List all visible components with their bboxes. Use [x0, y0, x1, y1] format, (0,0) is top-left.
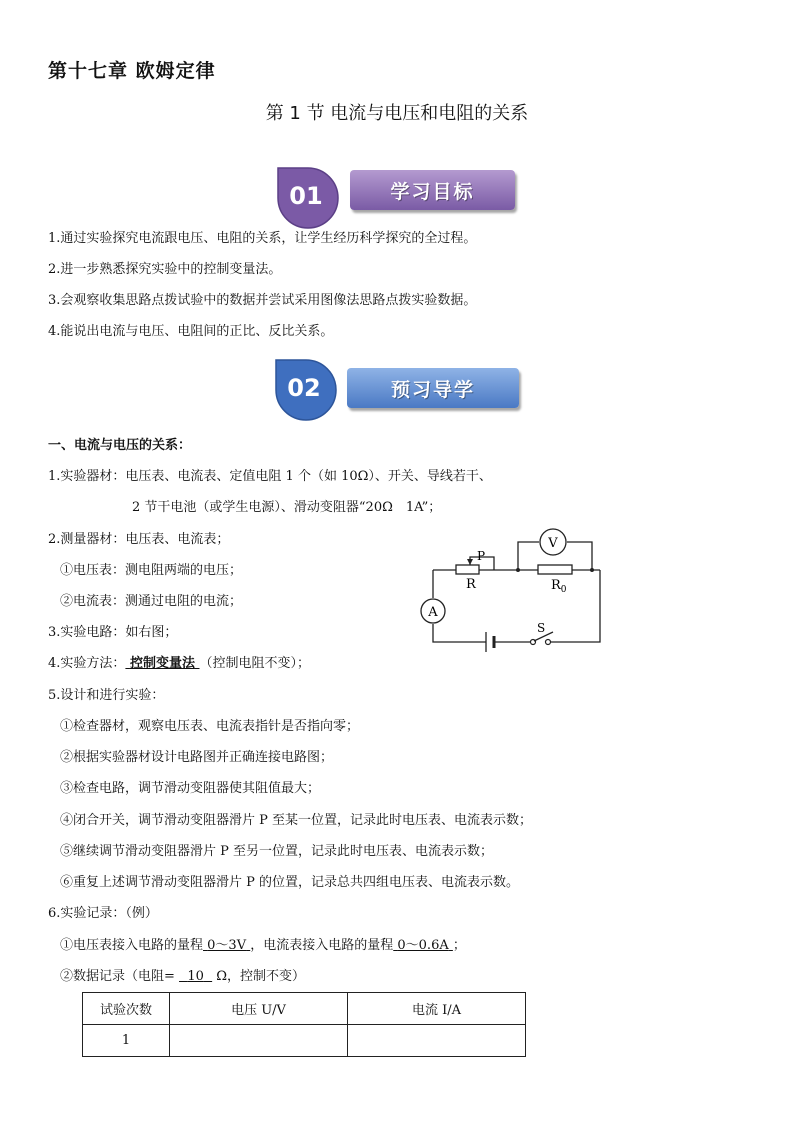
circuit-diagram: [410, 526, 610, 656]
voltmeter-range: 0～3V: [207, 938, 247, 953]
switch-contact: [546, 640, 551, 645]
table-header-cell: 电流 I/A: [348, 993, 526, 1025]
banner-02: [274, 358, 334, 418]
table-header-cell: 电压 U/V: [170, 993, 348, 1025]
chapter-title: 第十七章 欧姆定律: [48, 60, 216, 82]
item1-line1: 1.实验器材：电压表、电流表、定值电阻 1 个（如 10Ω）、开关、导线若干、: [48, 469, 492, 484]
item4-prefix: 4.实验方法：: [48, 656, 126, 671]
switch-label: S: [537, 621, 546, 635]
record-resistance-suffix: Ω，控制不变）: [216, 969, 306, 984]
table-header-row: [83, 993, 526, 1025]
record-ranges-middle: ，电流表接入电路的量程: [250, 938, 394, 953]
record-ranges-prefix: ①电压表接入电路的量程: [60, 938, 204, 953]
goal-4: 4.能说出电流与电压、电阻间的正比、反比关系。: [48, 324, 334, 339]
banner-02-label: 预习导学: [347, 368, 519, 408]
ammeter-range: 0～0.6A: [397, 938, 449, 953]
slider-label: P: [477, 549, 486, 563]
item4: [48, 656, 310, 672]
item3: 3.实验电路：如右图；: [48, 625, 178, 640]
resistor-symbol: [538, 565, 572, 574]
table-header-cell: 试验次数: [83, 993, 170, 1025]
record-ranges: [60, 938, 466, 954]
wire: [518, 542, 539, 570]
ammeter-label: A: [428, 605, 438, 620]
rheostat-label: R: [466, 577, 476, 592]
part1-heading: 一、电流与电压的关系：: [48, 438, 192, 453]
item6: 6.实验记录：（例）: [48, 906, 158, 921]
section-title: 第 1 节 电流与电压和电阻的关系: [265, 103, 529, 124]
table-cell: 1: [83, 1025, 170, 1057]
data-table: [82, 992, 526, 1057]
voltmeter-label: V: [548, 536, 558, 551]
table-cell: [170, 1025, 348, 1057]
record-resistance: [60, 969, 305, 985]
wire: [433, 624, 486, 642]
step-1: ①检查器材，观察电压表、电流表指针是否指向零；: [60, 719, 360, 734]
table-cell: [348, 1025, 526, 1057]
item5: 5.设计和进行实验：: [48, 688, 165, 703]
resistor-label: $R_0$: [551, 578, 567, 595]
goal-3: 3.会观察收集思路点拨试验中的数据并尝试采用图像法思路点拨实验数据。: [48, 293, 477, 308]
banner-01-label: 学习目标: [350, 170, 515, 210]
item4-answer: 控制变量法: [129, 656, 195, 671]
record-resistance-prefix: ②数据记录（电阻=: [60, 969, 175, 984]
goal-1: 1.通过实验探究电流跟电压、电阻的关系，让学生经历科学探究的全过程。: [48, 231, 477, 246]
item2-voltmeter: ①电压表：测电阻两端的电压；: [60, 563, 243, 578]
goal-2: 2.进一步熟悉探究实验中的控制变量法。: [48, 262, 282, 277]
item2-ammeter: ②电流表：测通过电阻的电流；: [60, 594, 243, 609]
rheostat-symbol: [456, 565, 479, 574]
banner-01-number: 01: [289, 182, 323, 210]
banner-02-number: 02: [287, 374, 321, 402]
banner-01: [276, 166, 336, 226]
table-row: [83, 1025, 526, 1057]
resistance-value: 10: [187, 969, 204, 984]
step-3: ③检查电路，调节滑动变阻器使其阻值最大；: [60, 781, 321, 796]
junction-dot: [516, 568, 520, 572]
step-4: ④闭合开关，调节滑动变阻器滑片 P 至某一位置，记录此时电压表、电流表示数；: [60, 813, 533, 828]
item1-line2: 2 节干电池（或学生电源）、滑动变阻器“20Ω 1A”；: [132, 500, 442, 515]
junction-dot: [590, 568, 594, 572]
item2: 2.测量器材：电压表、电流表；: [48, 532, 230, 547]
step-5: ⑤继续调节滑动变阻器滑片 P 至另一位置，记录此时电压表、电流表示数；: [60, 844, 494, 859]
record-ranges-suffix: ；: [452, 938, 466, 953]
item4-suffix: （控制电阻不变）；: [199, 656, 310, 671]
slider-arrow-icon: [467, 559, 473, 565]
step-6: ⑥重复上述调节滑动变阻器滑片 P 的位置，记录总共四组电压表、电流表示数。: [60, 875, 520, 890]
step-2: ②根据实验器材设计电路图并正确连接电路图；: [60, 750, 334, 765]
